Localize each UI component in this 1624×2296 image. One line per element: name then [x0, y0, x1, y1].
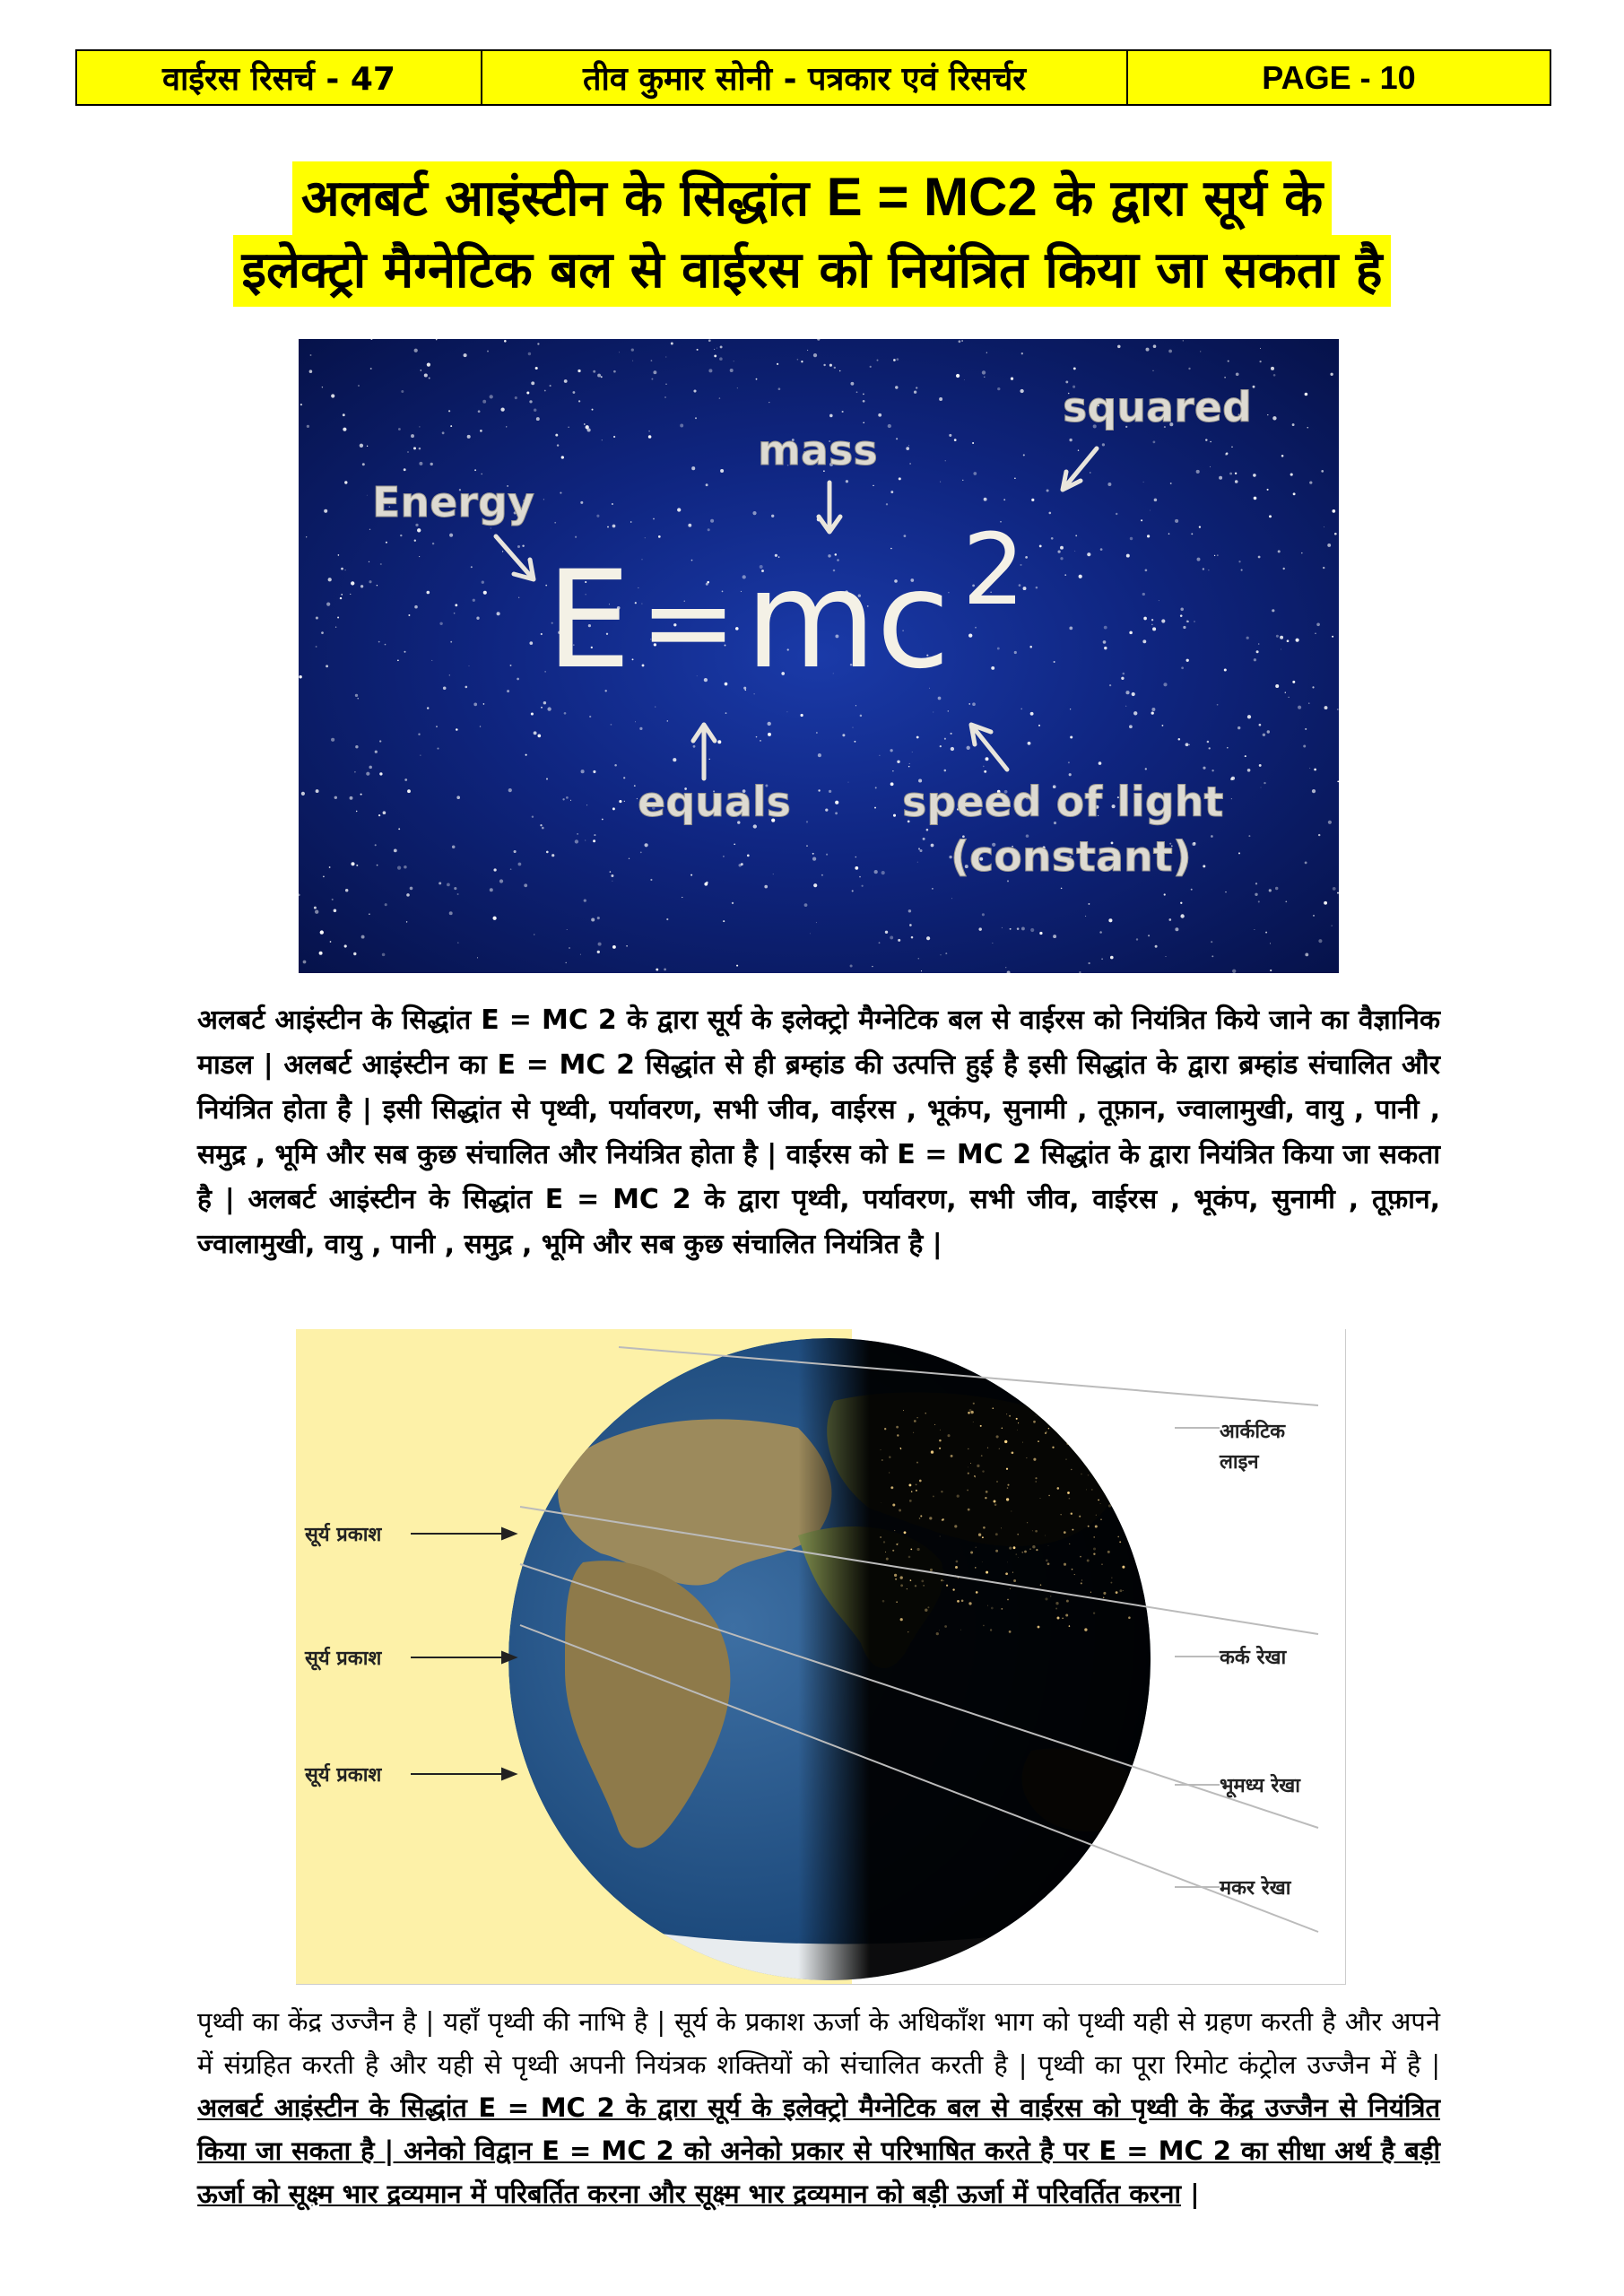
- header-author: तीव कुमार सोनी - पत्रकार एवं रिसर्चर: [482, 51, 1128, 104]
- earth-sunlight-figure: [296, 1329, 1346, 1985]
- paragraph-2-plain: पृथ्वी का केंद्र उज्जैन है | यहाँ पृथ्वी की नाभि है | सूर्य के प्रकाश ऊर्जा के अधिकाँश भाग को पृथ्वी यही से ग्रहण करती है और अपने में संग्रहित करती है और यही से पृथ्वी अपनी नियंत्रक शक्तियों को संचालित करती है | पृथ्वी का पूरा रिमोट कंट्रोल उज्जैन में है |: [197, 2006, 1440, 2080]
- emc2-figure: [299, 339, 1339, 973]
- paragraph-1: अलबर्ट आइंस्टीन के सिद्धांत E = MC 2 के द्वारा सूर्य के इलेक्ट्रो मैग्नेटिक बल से वाईरस को नियंत्रित किये जाने का वैज्ञानिक माडल | अलबर्ट आइंस्टीन का E = MC 2 सिद्धांत से ही ब्रम्हांड की उत्पत्ति हुई है इसी सिद्धांत के द्वारा ब्रम्हांड संचालित और नियंत्रित होता है | इसी सिद्धांत से पृथ्वी, पर्यावरण, सभी जीव, वाईरस , भूकंप, सुनामी , तूफ़ान, ज्वालामुखी, वायु , पानी , समुद्र , भूमि और सब कुछ संचालित और नियंत्रित होता है | वाईरस को E = MC 2 सिद्धांत के द्वारा नियंत्रित किया जा सकता है | अलबर्ट आइंस्टीन के सिद्धांत E = MC 2 के द्वारा पृथ्वी, पर्यावरण, सभी जीव, वाईरस , भूकंप, सुनामी , तूफ़ान, ज्वालामुखी, वायु , पानी , समुद्र , भूमि और सब कुछ संचालित नियंत्रित है |: [197, 1004, 1440, 1260]
- label-arctic-2: लाइन: [1220, 1451, 1259, 1474]
- label-speed-of-light: speed of light: [902, 778, 1224, 826]
- earth-diagram-svg: [296, 1329, 1345, 1984]
- paragraph-2-underlined: अलबर्ट आइंस्टीन के सिद्धांत E = MC 2 के द्वारा सूर्य के इलेक्ट्रो मैग्नेटिक बल से वाईरस को पृथ्वी के केंद्र उज्जैन से नियंत्रित किया जा सकता है | अनेको विद्वान E = MC 2 को अनेको प्रकार से परिभाषित करते है पर E = MC 2 का सीधा अर्थ है बड़ी ऊर्जा को सूक्ष्म भार द्रव्यमान में परिबर्तित करना और सूक्ष्म भार द्रव्यमान को बड़ी ऊर्जा में परिवर्तित करना: [197, 2092, 1440, 2209]
- page-header: [75, 49, 1551, 106]
- title-line-1: [292, 161, 1332, 235]
- arrow-equals-icon: [693, 725, 715, 778]
- label-equals: equals: [638, 778, 792, 826]
- title-line-1-a: अलबर्ट आइंस्टीन के सिद्धांत: [300, 170, 810, 228]
- label-sunlight-2: सूर्य प्रकाश: [305, 1648, 382, 1670]
- formula-equals: =: [639, 553, 737, 690]
- label-arctic-1: आर्कटिक: [1220, 1421, 1286, 1443]
- arrow-energy-icon: [496, 536, 534, 579]
- header-series: वाईरस रिसर्च - 47: [77, 51, 482, 104]
- formula-e: E: [546, 543, 631, 699]
- label-squared: squared: [1063, 383, 1252, 431]
- paragraph-2: [197, 2000, 1440, 2215]
- emc2-figure-svg: [299, 339, 1339, 973]
- arrow-mass-icon: [819, 483, 840, 532]
- formula-exponent: 2: [962, 512, 1025, 627]
- formula-mc: mc: [745, 543, 951, 699]
- label-equator: भूमध्य रेखा: [1220, 1775, 1301, 1797]
- title-line-2: इलेक्ट्रो मैग्नेटिक बल से वाईरस को नियंत्रित किया जा सकता है: [233, 235, 1392, 307]
- page-title: [0, 161, 1624, 307]
- label-tropic-cancer: कर्क रेखा: [1220, 1647, 1287, 1669]
- globe: [508, 1329, 1229, 1984]
- title-line-1-c: के द्वारा सूर्य के: [1055, 170, 1324, 228]
- paragraph-2-end: |: [1180, 2179, 1200, 2209]
- arrow-squared-icon: [1063, 448, 1097, 490]
- label-sunlight-1: सूर्य प्रकाश: [305, 1524, 382, 1546]
- label-energy: Energy: [372, 478, 534, 526]
- header-page-number: PAGE - 10: [1262, 58, 1416, 96]
- label-tropic-capricorn: मकर रेखा: [1220, 1877, 1291, 1900]
- title-formula: E = MC2: [826, 167, 1038, 227]
- arrow-speed-icon: [971, 725, 1007, 770]
- label-mass: mass: [758, 426, 878, 474]
- leader-lines: [1175, 1428, 1220, 1887]
- label-sunlight-3: सूर्य प्रकाश: [305, 1764, 382, 1787]
- label-constant: (constant): [951, 832, 1192, 881]
